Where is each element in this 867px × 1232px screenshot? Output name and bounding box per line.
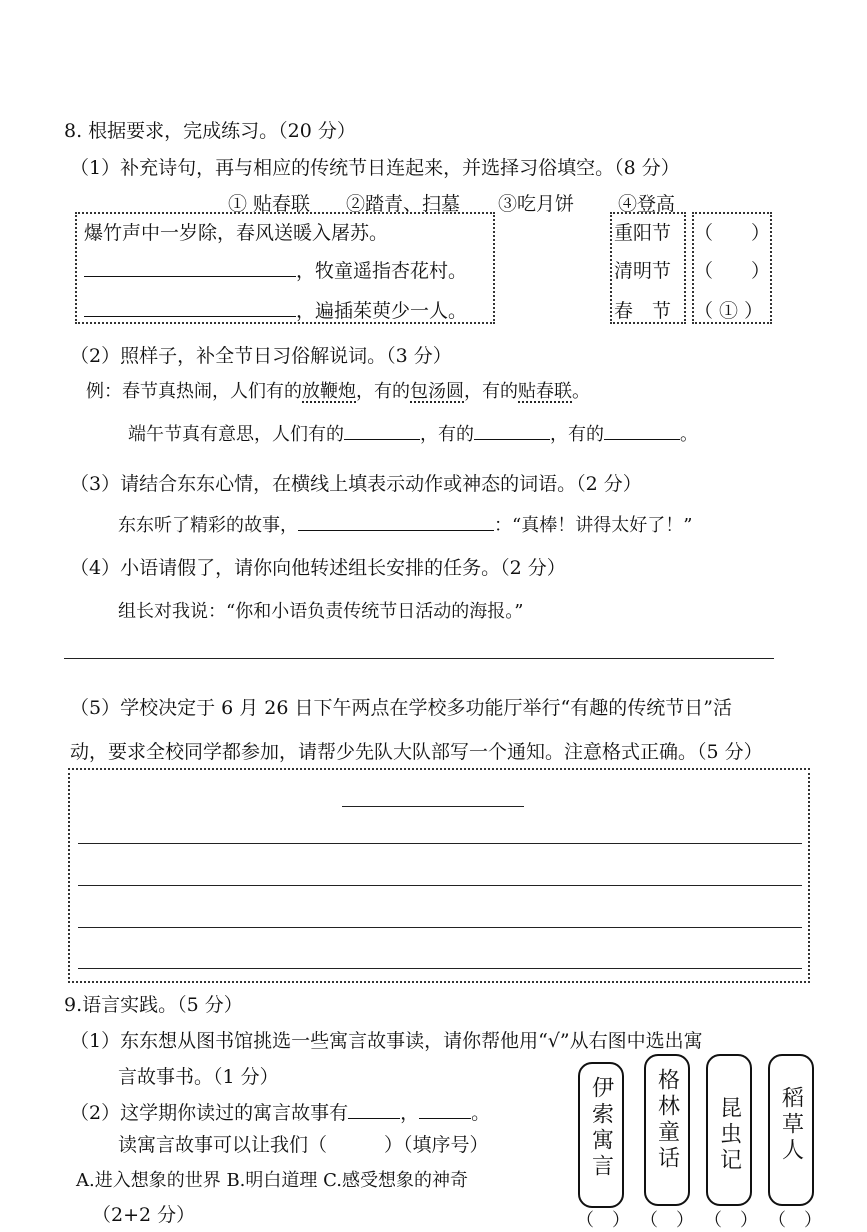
fill-blank-1[interactable] <box>344 420 420 440</box>
answer-3: （ ① ） <box>694 300 764 322</box>
q9-p2-prefix: （2）这学期你读过的寓言故事有 <box>70 1102 349 1124</box>
poem-blank-1[interactable] <box>84 256 296 277</box>
sentence-prefix: 东东听了精彩的故事， <box>118 515 298 536</box>
example-b: 包汤圆 <box>410 381 464 402</box>
notice-line-2[interactable] <box>78 885 802 886</box>
poem-line-1: 爆竹声中一岁除，春风送暖入屠苏。 <box>84 222 389 244</box>
q8-p3-label: （3）请结合东东心情，在横线上填表示动作或神态的词语。（2 分） <box>70 473 642 495</box>
poem-blank-2[interactable] <box>84 296 296 317</box>
festival-3: 春 节 <box>614 300 672 322</box>
q8-p2-example <box>86 377 590 403</box>
option-3: ③吃月饼 <box>498 193 575 215</box>
q8-p4-quote: 组长对我说：“你和小语负责传统节日活动的海报。” <box>118 601 524 622</box>
q9-choices: A.进入想象的世界 B.明白道理 C.感受想象的神奇 <box>76 1170 468 1191</box>
fable-blank-1[interactable] <box>348 1098 400 1119</box>
book-grimm[interactable]: 格林童话 <box>644 1054 690 1206</box>
fill-prefix: 端午节真有意思，人们有的 <box>128 424 344 445</box>
answer-2[interactable]: （ ） <box>694 260 771 282</box>
book-paren-4[interactable]: （ ） <box>768 1210 822 1231</box>
q8-p4-label: （4）小语请假了，请你向他转述组长安排的任务。（2 分） <box>70 557 566 579</box>
q8-p3-sentence <box>118 511 692 537</box>
action-blank[interactable] <box>298 511 494 531</box>
example-c: 贴春联 <box>518 381 572 402</box>
book-insects[interactable]: 昆虫记 <box>706 1054 752 1206</box>
poem-line-2-tail: ，牧童遥指杏花村。 <box>296 260 468 282</box>
poem-line-3-tail: ，遍插茱萸少一人。 <box>296 300 468 322</box>
answer-1[interactable]: （ ） <box>694 222 771 244</box>
book-paren-3[interactable]: （ ） <box>704 1210 758 1231</box>
book-aesop[interactable]: 伊索寓言 <box>578 1062 624 1208</box>
book-scarecrow[interactable]: 稻草人 <box>768 1054 814 1206</box>
option-1: ① 贴春联 <box>228 193 311 215</box>
festival-2: 清明节 <box>614 260 672 282</box>
q8-p5-line-2: 动，要求全校同学都参加，请帮少先队大队部写一个通知。注意格式正确。（5 分） <box>70 741 763 763</box>
fill-mid-2: ，有的 <box>550 424 604 445</box>
example-a: 放鞭炮 <box>302 381 356 402</box>
example-mid-1: ，有的 <box>356 381 410 402</box>
q8-title: 8. 根据要求，完成练习。（20 分） <box>64 120 356 142</box>
option-4: ④登高 <box>618 193 676 215</box>
fable-blank-2[interactable] <box>419 1098 471 1119</box>
q9-p2-end: 。 <box>471 1102 491 1124</box>
poem-line-2 <box>84 256 467 283</box>
sentence-suffix: ：“真棒！讲得太好了！” <box>494 515 693 536</box>
notice-title-line[interactable] <box>342 806 524 807</box>
example-mid-2: ，有的 <box>464 381 518 402</box>
q8-p2-fill <box>128 420 698 446</box>
notice-line-4[interactable] <box>78 968 802 969</box>
notice-box <box>68 768 810 983</box>
book-paren-1[interactable]: （ ） <box>576 1210 630 1231</box>
q9-p1-line-2: 言故事书。（1 分） <box>118 1066 279 1088</box>
q9-p2-line-2: 读寓言故事可以让我们（ ）（填序号） <box>118 1134 489 1156</box>
q9-score: （2+2 分） <box>92 1204 196 1226</box>
example-end: 。 <box>572 381 590 402</box>
festival-1: 重阳节 <box>614 222 672 244</box>
notice-line-1[interactable] <box>78 843 802 844</box>
q8-p5-line-1: （5）学校决定于 6 月 26 日下午两点在学校多功能厅举行“有趣的传统节日”活 <box>70 697 732 719</box>
answer-line[interactable] <box>64 658 774 659</box>
book-paren-2[interactable]: （ ） <box>640 1210 694 1231</box>
option-2: ②踏青、扫墓 <box>346 193 461 215</box>
notice-line-3[interactable] <box>78 927 802 928</box>
q9-title: 9.语言实践。（5 分） <box>64 994 243 1016</box>
fill-mid-1: ，有的 <box>420 424 474 445</box>
example-prefix: 例：春节真热闹，人们有的 <box>86 381 302 402</box>
q8-p1-label: （1）补充诗句，再与相应的传统节日连起来，并选择习俗填空。（8 分） <box>70 157 680 179</box>
q9-p2-line-1 <box>70 1098 490 1125</box>
q9-p1-line-1: （1）东东想从图书馆挑选一些寓言故事读，请你帮他用“√”从右图中选出寓 <box>70 1030 703 1052</box>
fill-blank-2[interactable] <box>474 420 550 440</box>
fill-end: 。 <box>680 424 698 445</box>
poem-line-3 <box>84 296 467 323</box>
q8-p2-label: （2）照样子，补全节日习俗解说词。（3 分） <box>70 345 452 367</box>
q9-p2-sep: ， <box>400 1102 420 1124</box>
fill-blank-3[interactable] <box>604 420 680 440</box>
